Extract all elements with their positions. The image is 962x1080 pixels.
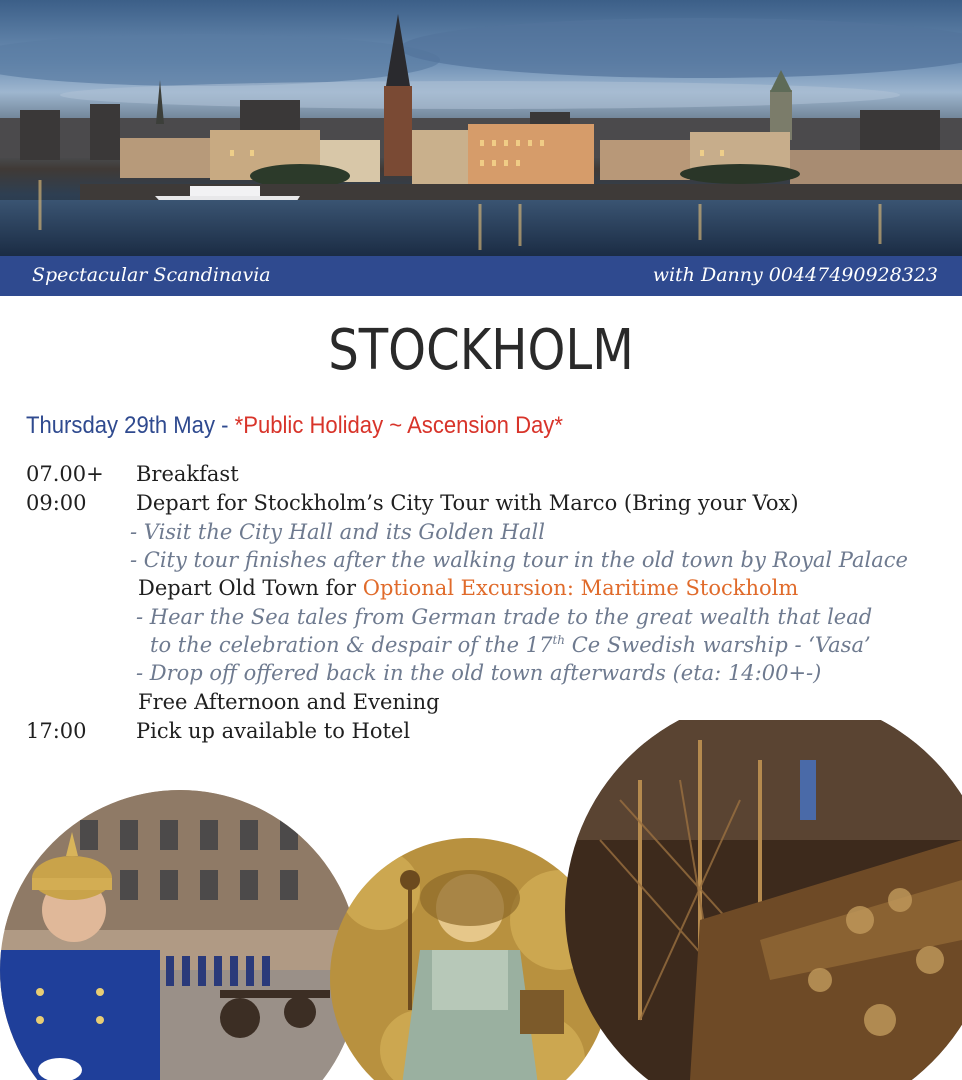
activity-free-time: Free Afternoon and Evening <box>138 690 440 714</box>
guide-contact: with Danny 00447490928323 <box>652 264 938 286</box>
activity-excursion <box>138 576 798 600</box>
activity-pickup: Pick up available to Hotel <box>136 719 411 743</box>
hero-panorama-image <box>0 0 962 256</box>
time-pickup: 17:00 <box>26 719 87 743</box>
note-vasa <box>150 633 871 657</box>
note-drop-off: - Drop off offered back in the old town afterwards (eta: 14:00+-) <box>136 661 822 685</box>
day-date: Thursday 29th May <box>26 412 216 439</box>
page-title: STOCKHOLM <box>328 318 634 383</box>
note-walking-tour: - City tour finishes after the walking tour in the old town by Royal Palace <box>130 548 908 572</box>
photo-collage <box>0 720 962 1080</box>
brand-tagline: Spectacular Scandinavia <box>32 264 271 286</box>
excursion-title: Optional Excursion: Maritime Stockholm <box>362 576 799 600</box>
note-vasa-a: to the celebration & despair of the 17 <box>150 633 553 657</box>
vasa-ship-photo <box>560 720 962 1080</box>
time-city-tour: 09:00 <box>26 491 87 515</box>
note-vasa-sup: th <box>552 633 566 647</box>
activity-city-tour: Depart for Stockholm’s City Tour with Marco (Bring your Vox) <box>136 491 799 515</box>
note-city-hall: - Visit the City Hall and its Golden Hall <box>130 520 545 544</box>
holiday-label: *Public Holiday ~ Ascension Day* <box>234 412 563 439</box>
note-sea-tales: - Hear the Sea tales from German trade to the great wealth that lead <box>136 605 873 629</box>
time-breakfast: 07.00+ <box>26 462 104 486</box>
royal-guard-photo <box>0 780 360 1080</box>
header-banner <box>0 256 962 296</box>
activity-breakfast: Breakfast <box>136 462 239 486</box>
day-separator: - <box>215 412 235 439</box>
excursion-prefix: Depart Old Town for <box>138 576 363 600</box>
day-heading <box>26 412 563 440</box>
note-vasa-b: Ce Swedish warship - ‘Vasa’ <box>565 633 871 657</box>
